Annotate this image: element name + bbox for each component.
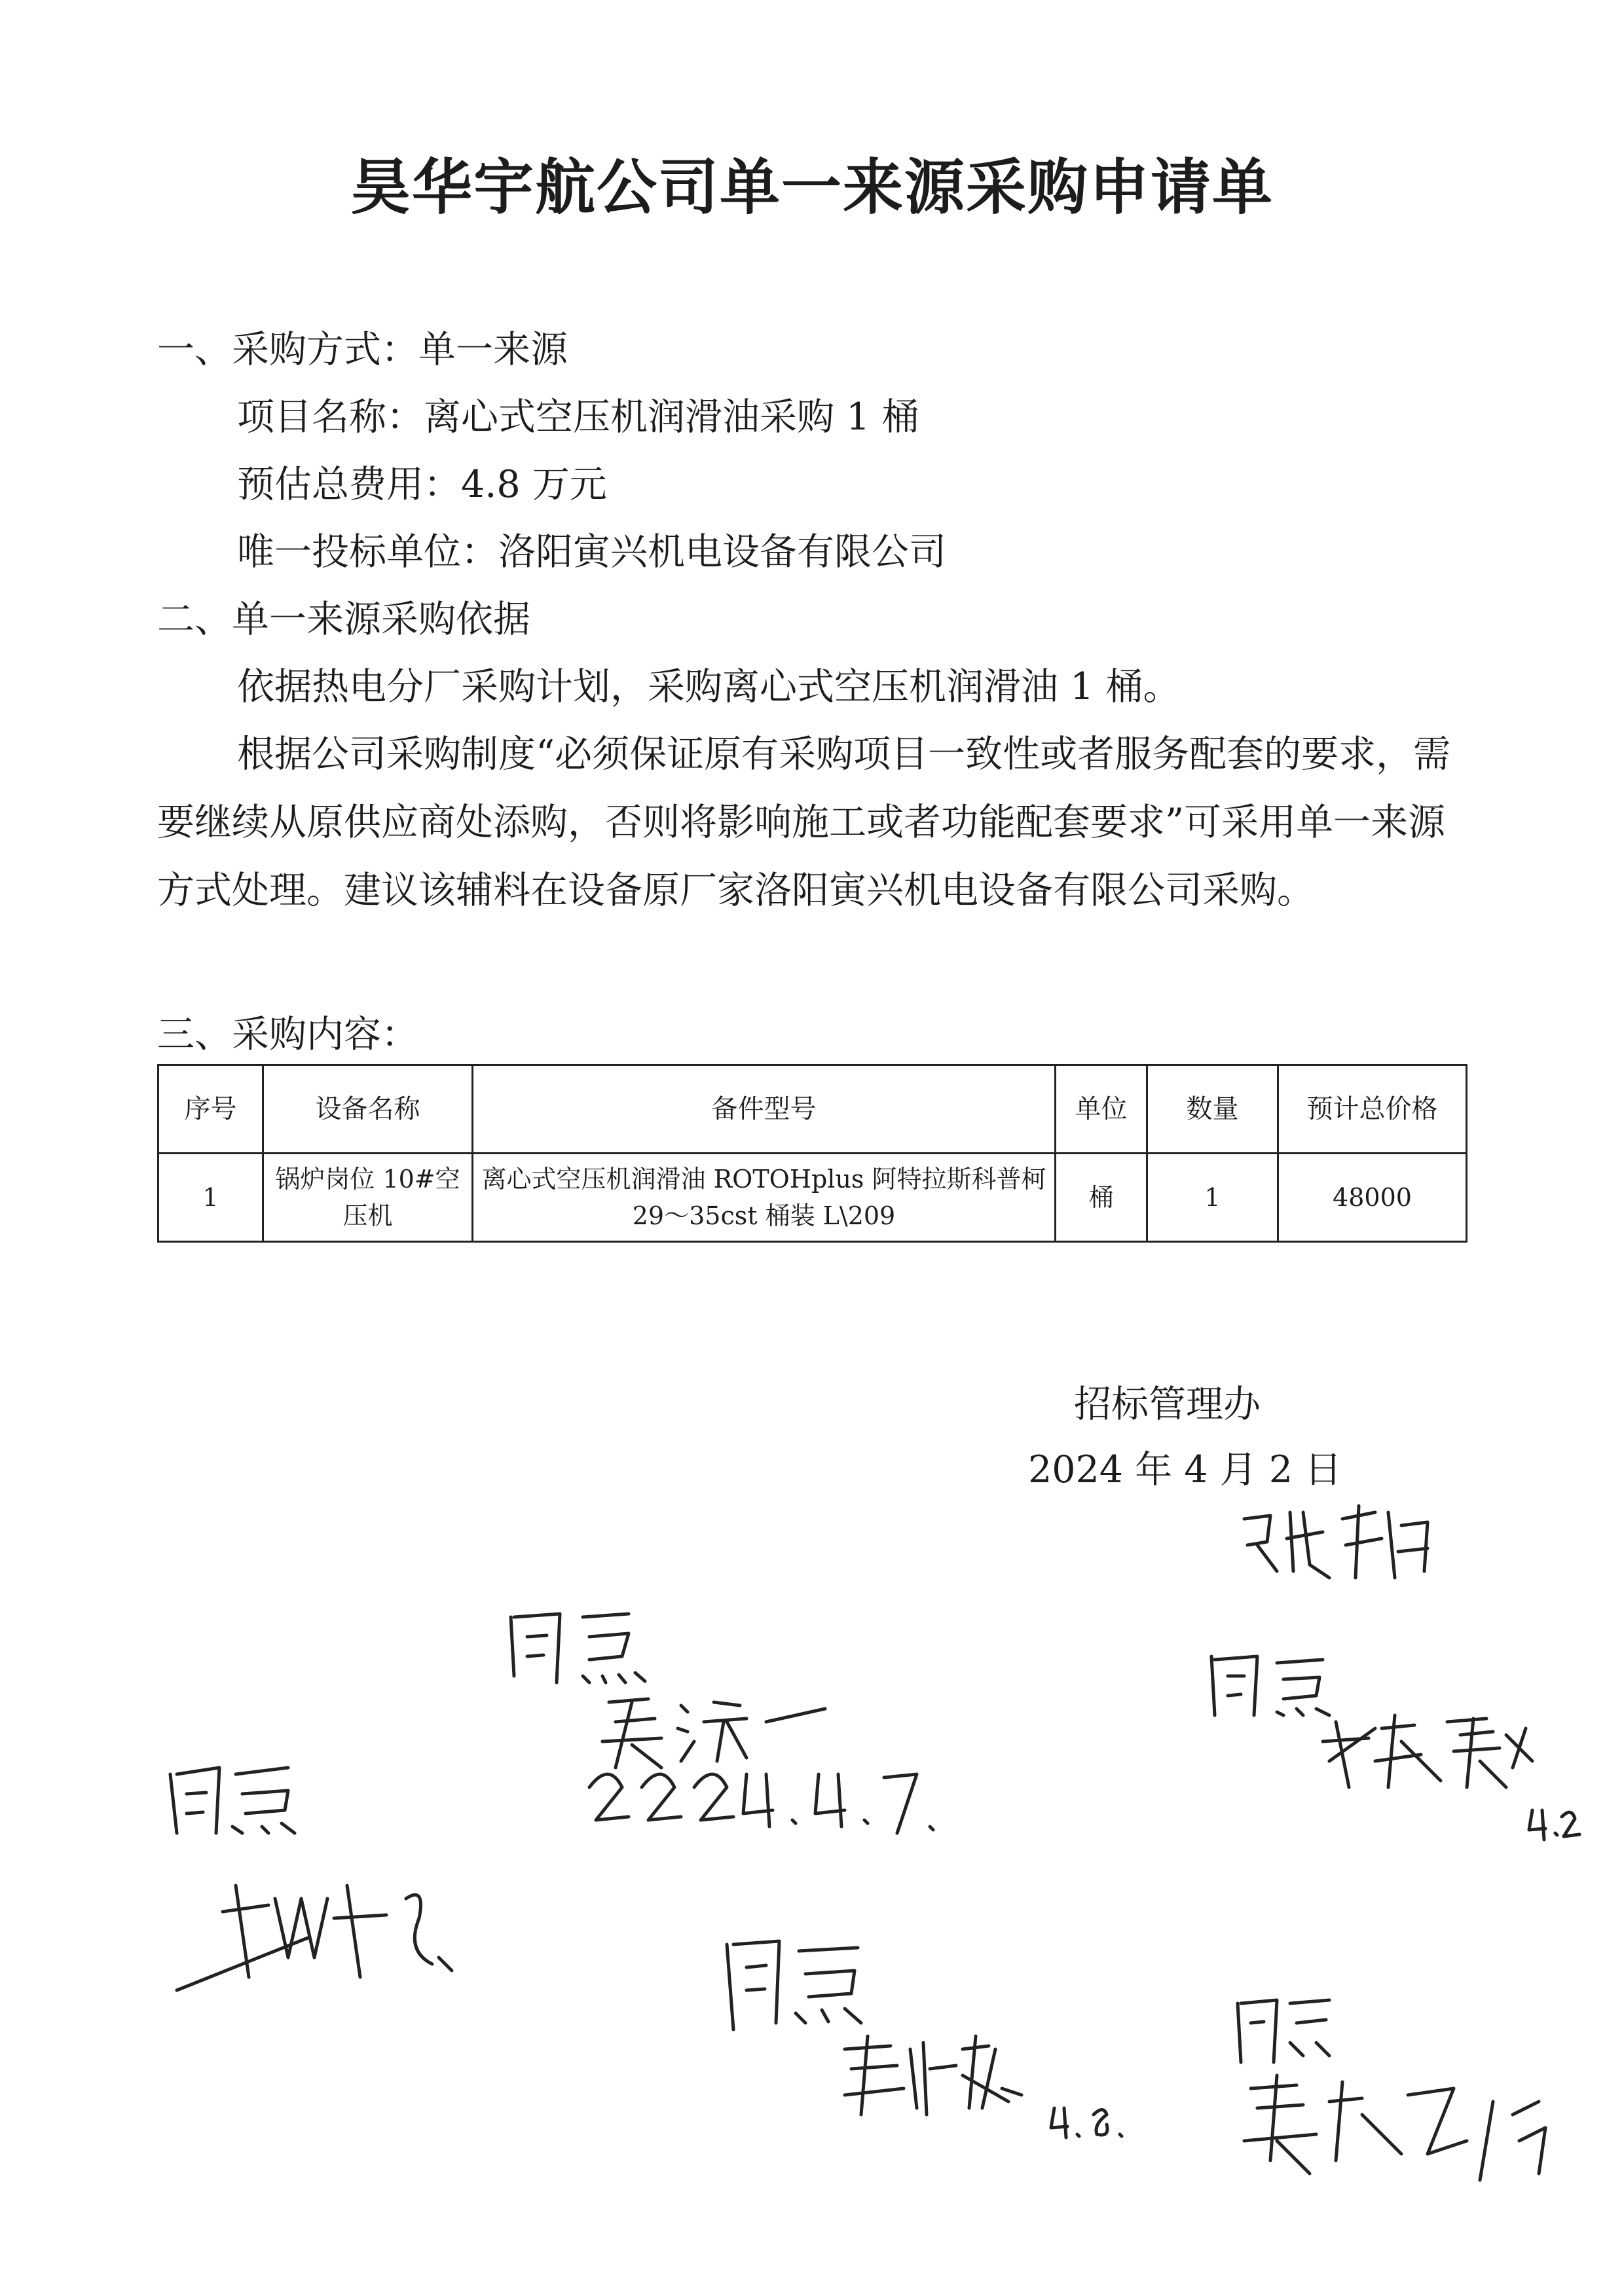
project-name: 项目名称：离心式空压机润滑油采购 1 桶	[237, 395, 919, 439]
header-equipment: 设备名称	[263, 1065, 473, 1154]
section3-heading: 三、采购内容：	[157, 1013, 418, 1056]
issue-date: 2024 年 4 月 2 日	[1028, 1448, 1342, 1491]
document-title: 昊华宇航公司单一来源采购申请单	[350, 153, 1274, 223]
section1-heading: 一、采购方式：单一来源	[157, 328, 568, 371]
cell-price: 48000	[1278, 1154, 1467, 1242]
cell-qty: 1	[1147, 1154, 1278, 1242]
table-row	[158, 1154, 1467, 1242]
estimated-cost: 预估总费用：4.8 万元	[237, 463, 607, 506]
cell-unit: 桶	[1056, 1154, 1147, 1242]
cell-equipment: 锅炉岗位 10#空压机	[263, 1154, 473, 1242]
header-unit: 单位	[1056, 1065, 1147, 1154]
signature-date-bottom	[1041, 2095, 1133, 2147]
cell-model: 离心式空压机润滑油 ROTOHplus 阿特拉斯科普柯 29～35cst 桶装 L\209	[473, 1154, 1056, 1242]
procurement-table	[157, 1064, 1467, 1243]
signature-bottom	[832, 2023, 1028, 2128]
signature-date-center	[576, 1755, 943, 1840]
issuing-office: 招标管理办	[1074, 1383, 1261, 1426]
signature-left	[164, 1859, 478, 2016]
sole-bidder: 唯一投标单位：洛阳寅兴机电设备有限公司	[237, 530, 946, 574]
header-no: 序号	[158, 1065, 263, 1154]
header-qty: 数量	[1147, 1065, 1278, 1154]
signature-top-right	[1231, 1493, 1441, 1591]
signature-right	[1310, 1702, 1565, 1807]
signature-approval-bottom	[714, 1925, 884, 2036]
signature-bottom-right	[1231, 2062, 1572, 2193]
signature-date-right	[1519, 1800, 1585, 1846]
table-header-row	[158, 1065, 1467, 1154]
header-model: 备件型号	[473, 1065, 1056, 1154]
basis-paragraph-2: 根据公司采购制度“必须保证原有采购项目一致性或者服务配套的要求，需要继续从原供应商处添购，否则将影响施工或者功能配套要求”可采用单一来源方式处理。建议该辅料在设备原厂家洛阳寅兴机电设备有限公司采购。	[157, 733, 1451, 912]
header-price: 预计总价格	[1278, 1065, 1467, 1154]
signature-approval-center	[498, 1597, 668, 1696]
section2-heading: 二、单一来源采购依据	[157, 598, 530, 641]
signature-approval-left	[157, 1741, 314, 1840]
signature-approval-bottom-right	[1225, 1984, 1342, 2069]
cell-no: 1	[158, 1154, 263, 1242]
basis-paragraph-1: 依据热电分厂采购计划，采购离心式空压机润滑油 1 桶。	[237, 665, 1181, 708]
